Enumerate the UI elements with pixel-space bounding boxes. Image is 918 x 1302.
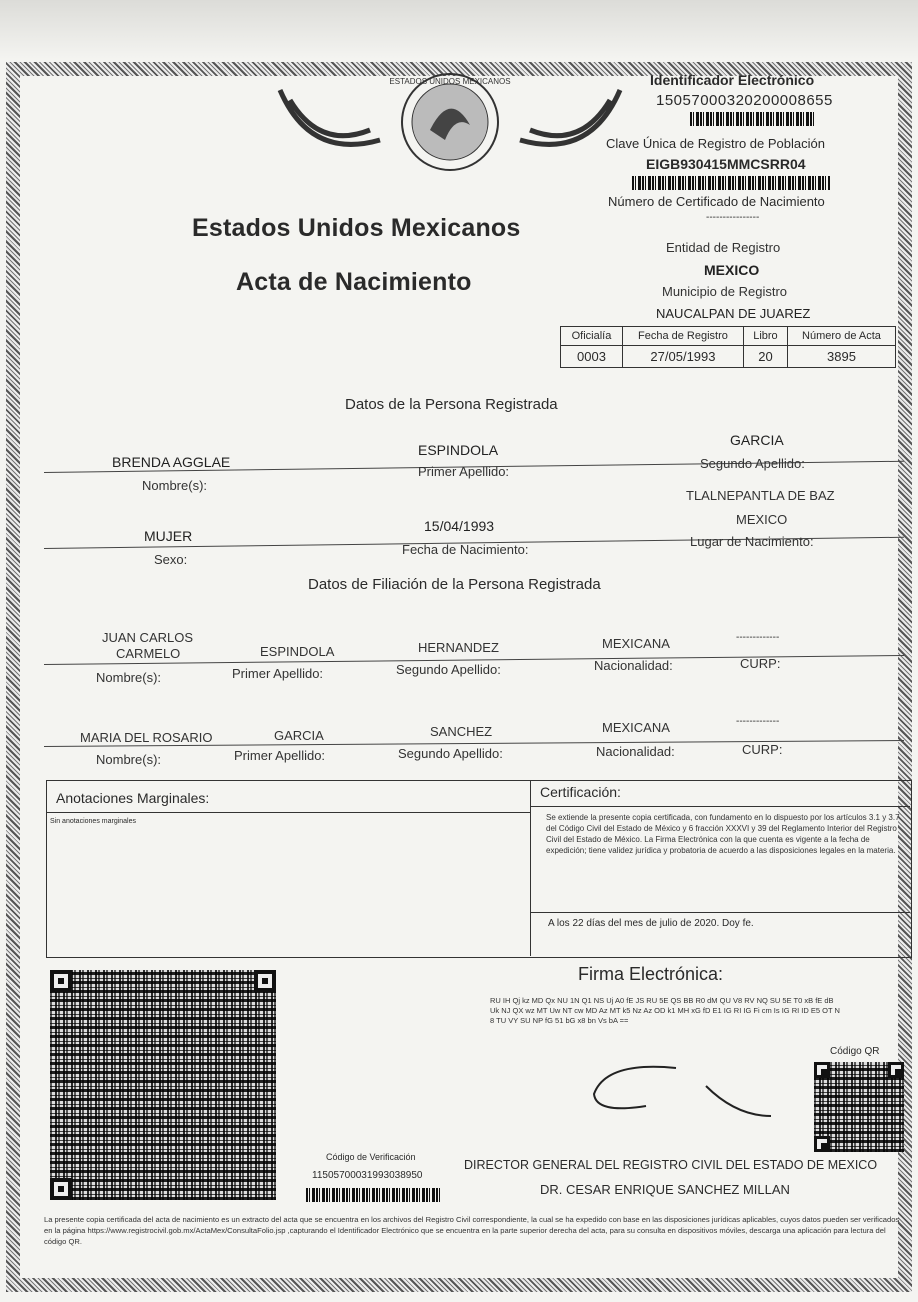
certification-date: A los 22 días del mes de julio de 2020. Doy fe.	[548, 918, 754, 929]
footer-legal-text: La presente copia certificada del acta de nacimiento es un extracto del acta que se encuentra en los archivos del Registro Civil correspondiente, la cual se ha expedido con base en las disposiciones jurídicas aplicables, cuyos datos pueden ser verificados en la página https://www.registrocivil.gob.mx/ActaMex/ConsultaFolio.jsp ,capturando el Identificador Electrónico que se encuentra en la parte superior derecha del acta, para su consulta en dispositivos móviles, descarga una aplicación para lectura del código QR.	[44, 1215, 900, 1246]
parent2-names-label: Nombre(s):	[96, 752, 162, 767]
parent2-first-surname: GARCIA	[274, 728, 324, 743]
parent1-second-surname-label: Segundo Apellido:	[396, 662, 501, 677]
municipality-value: NAUCALPAN DE JUAREZ	[656, 306, 811, 321]
parent2-curp: -------------	[736, 716, 780, 727]
table-cell-oficialia: 0003	[561, 346, 623, 368]
qr-finder	[814, 1136, 830, 1152]
document-title: Acta de Nacimiento	[236, 268, 472, 296]
electronic-id: 15057000320200008655	[656, 92, 833, 109]
person-sex-label: Sexo:	[154, 552, 188, 567]
table-cell-acta: 3895	[787, 346, 895, 368]
qr-code-large	[50, 970, 276, 1200]
director-name: DR. CESAR ENRIQUE SANCHEZ MILLAN	[540, 1182, 790, 1197]
parent1-first-surname: ESPINDOLA	[260, 644, 335, 659]
person-first-surname: ESPINDOLA	[418, 442, 499, 458]
registry-table-row	[561, 346, 896, 368]
annotations-text: Sin anotaciones marginales	[50, 818, 136, 825]
person-second-surname: GARCIA	[730, 432, 784, 448]
curp-barcode	[632, 176, 830, 190]
table-header-oficialia: Oficialía	[561, 327, 623, 346]
verification-barcode	[306, 1188, 442, 1202]
parent1-names-label: Nombre(s):	[96, 670, 162, 685]
person-names-label: Nombre(s):	[142, 478, 208, 493]
national-seal-icon	[270, 70, 630, 180]
cert-number: ----------------	[706, 212, 760, 223]
parent1-names-1: JUAN CARLOS	[102, 630, 194, 645]
signature-hash: RU IH Qj kz MD Qx NU 1N Q1 NS Uj A0 fE JS RU 5E QS BB R0 dM QU V8 RV NQ SU 5E T0 xB fE dB Uk NJ QX wz MT Uw NT cw MD Az MT k5 Nz Az OD k1 MH xG fD E1 IG RI IG Fi cm Is IG RI ID E5 OT N8 TU VY SU NP fG 51 bG x8 bn Vs bA ==	[490, 996, 840, 1025]
signature-title: Firma Electrónica:	[578, 964, 724, 984]
divider	[46, 812, 530, 813]
qr-finder	[254, 970, 276, 992]
parent1-curp-label: CURP:	[740, 656, 781, 671]
annotations-title: Anotaciones Marginales:	[56, 790, 210, 806]
table-cell-libro: 20	[743, 346, 787, 368]
verification-label: Código de Verificación	[326, 1152, 416, 1162]
registry-table	[560, 326, 896, 368]
qr-finder	[50, 970, 72, 992]
filiation-section-title: Datos de Filiación de la Persona Registrada	[308, 576, 601, 593]
parent1-nationality-label: Nacionalidad:	[594, 658, 673, 673]
certification-title: Certificación:	[540, 784, 621, 800]
qr-code-small	[814, 1062, 904, 1152]
table-header-libro: Libro	[743, 327, 787, 346]
qr-finder	[50, 1178, 72, 1200]
table-header-fecha: Fecha de Registro	[623, 327, 744, 346]
parent2-nationality: MEXICANA	[602, 720, 670, 735]
registry-table-header	[561, 327, 896, 346]
person-birth-date: 15/04/1993	[424, 518, 495, 534]
signature-scribble	[586, 1056, 776, 1126]
person-first-surname-label: Primer Apellido:	[418, 464, 510, 479]
person-second-surname-label: Segundo Apellido:	[700, 456, 805, 471]
table-cell-fecha: 27/05/1993	[623, 346, 744, 368]
parent2-curp-label: CURP:	[742, 742, 783, 757]
qr-finder	[814, 1062, 830, 1078]
parent2-second-surname: SANCHEZ	[430, 724, 493, 739]
electronic-id-label: Identificador Electrónico	[650, 72, 815, 88]
person-names: BRENDA AGGLAE	[112, 454, 231, 470]
country-title: Estados Unidos Mexicanos	[192, 214, 521, 242]
parent1-curp: -------------	[736, 632, 780, 643]
divider	[530, 912, 910, 913]
electronic-id-barcode	[690, 112, 816, 126]
curp-value: EIGB930415MMCSRR04	[646, 156, 806, 172]
birth-place-line1: TLALNEPANTLA DE BAZ	[686, 488, 835, 503]
person-birth-place-label: Lugar de Nacimiento:	[690, 534, 814, 549]
curp-label: Clave Única de Registro de Población	[606, 136, 825, 151]
municipality-label: Municipio de Registro	[662, 284, 788, 299]
certification-text: Se extiende la presente copia certificada, con fundamento en lo dispuesto por los artículos 3.1 y 3.7 del Código Civil del Estado de México y 6 fracción XXXVI y 39 del Reglamento Interior del Registro Civil del Estado de México. La Firma Electrónica con la que cuenta es vigente a la fecha de expedición; tiene validez jurídica y probatoria de acuerdo a las disposiciones legales en la materia.	[546, 813, 900, 855]
parent2-second-surname-label: Segundo Apellido:	[398, 746, 503, 761]
parent2-names: MARIA DEL ROSARIO	[80, 730, 213, 745]
person-section-title: Datos de la Persona Registrada	[345, 396, 558, 413]
parent1-nationality: MEXICANA	[602, 636, 670, 651]
table-header-acta: Número de Acta	[787, 327, 895, 346]
qr-code-label: Código QR	[830, 1046, 880, 1057]
director-title: DIRECTOR GENERAL DEL REGISTRO CIVIL DEL ESTADO DE MEXICO	[464, 1158, 878, 1172]
parent1-names-2: CARMELO	[116, 646, 181, 661]
person-birth-date-label: Fecha de Nacimiento:	[402, 542, 529, 557]
birth-place-line2: MEXICO	[736, 512, 788, 527]
verification-code: 11505700031993038950	[312, 1170, 423, 1181]
person-sex: MUJER	[144, 528, 193, 544]
parent1-second-surname: HERNANDEZ	[418, 640, 499, 655]
qr-finder	[888, 1062, 904, 1078]
entity-value: MEXICO	[704, 262, 760, 278]
entity-label: Entidad de Registro	[666, 240, 781, 255]
svg-text:ESTADOS UNIDOS MEXICANOS: ESTADOS UNIDOS MEXICANOS	[389, 77, 511, 86]
divider	[530, 806, 910, 807]
cert-number-label: Número de Certificado de Nacimiento	[608, 194, 825, 209]
parent2-nationality-label: Nacionalidad:	[596, 744, 675, 759]
parent1-first-surname-label: Primer Apellido:	[232, 666, 324, 681]
parent2-first-surname-label: Primer Apellido:	[234, 748, 326, 763]
scan-shadow	[0, 0, 918, 60]
